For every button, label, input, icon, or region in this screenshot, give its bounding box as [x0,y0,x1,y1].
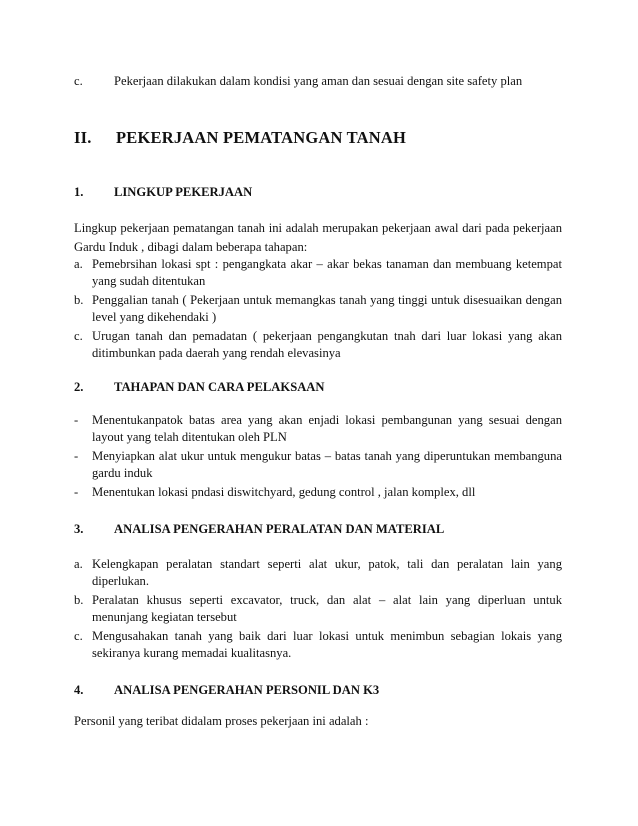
list-item-text: Mengusahakan tanah yang baik dari luar lokasi untuk menimbun sebagian lokais yang sekiranya kurang memadai kualitasnya. [92,629,562,660]
list-item-marker: b. [74,293,84,307]
section-2-title: TAHAPAN DAN CARA PELAKSAAN [114,380,325,394]
section-1-number: 1. [74,185,84,199]
chapter-number: II. [74,128,92,147]
section-1-title: LINGKUP PEKERJAAN [114,185,253,199]
list-item-marker: - [74,485,79,499]
list-item [74,412,562,446]
list-item-text: Urugan tanah dan pemadatan ( pekerjaan pengangkutan tnah dari luar lokasi yang akan ditimbunkan pada daerah yang rendah elevasinya [92,329,562,360]
intro-item-marker: c. [74,74,83,88]
section-4-paragraph: Personil yang teribat didalam proses pekerjaan ini adalah : [74,714,369,728]
list-item-marker: c. [74,629,83,643]
section-1-paragraph: Lingkup pekerjaan pematangan tanah ini adalah merupakan pekerjaan awal dari pada pekerjaan Gardu Induk , dibagi dalam beberapa tahapan: [74,221,562,254]
list-item [74,256,562,290]
list-item [74,628,562,662]
list-item [74,328,562,362]
list-item [74,592,562,626]
section-3-title: ANALISA PENGERAHAN PERALATAN DAN MATERIAL [114,522,445,536]
list-item-marker: b. [74,593,84,607]
section-2-list [74,412,562,503]
section-3-list [74,556,562,664]
list-item-marker: a. [74,257,83,271]
list-item-text: Pemebrsihan lokasi spt : pengangkata akar – akar bekas tanaman dan membuang ketempat yang sudah ditentukan [92,257,562,288]
section-2-number: 2. [74,380,84,394]
list-item-text: Menentukan lokasi pndasi diswitchyard, gedung control , jalan komplex, dll [92,485,476,499]
list-item-text: Menyiapkan alat ukur untuk mengukur batas – batas tanah yang diperuntukan membanguna gardu induk [92,449,562,480]
section-4-title: ANALISA PENGERAHAN PERSONIL DAN K3 [114,683,380,697]
list-item [74,484,562,501]
list-item [74,448,562,482]
list-item-text: Kelengkapan peralatan standart seperti alat ukur, patok, tali dan peralatan lain yang diperlukan. [92,557,562,588]
list-item-marker: - [74,413,79,427]
list-item-marker: c. [74,329,83,343]
list-item [74,292,562,326]
list-item-marker: - [74,449,79,463]
list-item-text: Penggalian tanah ( Pekerjaan untuk memangkas tanah yang tinggi untuk disesuaikan dengan level yang dikehendaki ) [92,293,562,324]
list-item-marker: a. [74,557,83,571]
list-item-text: Peralatan khusus seperti excavator, truck, dan alat – alat lain yang diperluan untuk menunjang kegiatan tersebut [92,593,562,624]
section-3-number: 3. [74,522,84,536]
chapter-title: PEKERJAAN PEMATANGAN TANAH [116,128,406,147]
section-1-list [74,256,562,364]
list-item-text: Menentukanpatok batas area yang akan enjadi lokasi pembangunan yang sesuai dengan layout yang telah ditentukan oleh PLN [92,413,562,444]
section-4-number: 4. [74,683,84,697]
intro-item-text: Pekerjaan dilakukan dalam kondisi yang aman dan sesuai dengan site safety plan [114,74,523,88]
list-item [74,556,562,590]
